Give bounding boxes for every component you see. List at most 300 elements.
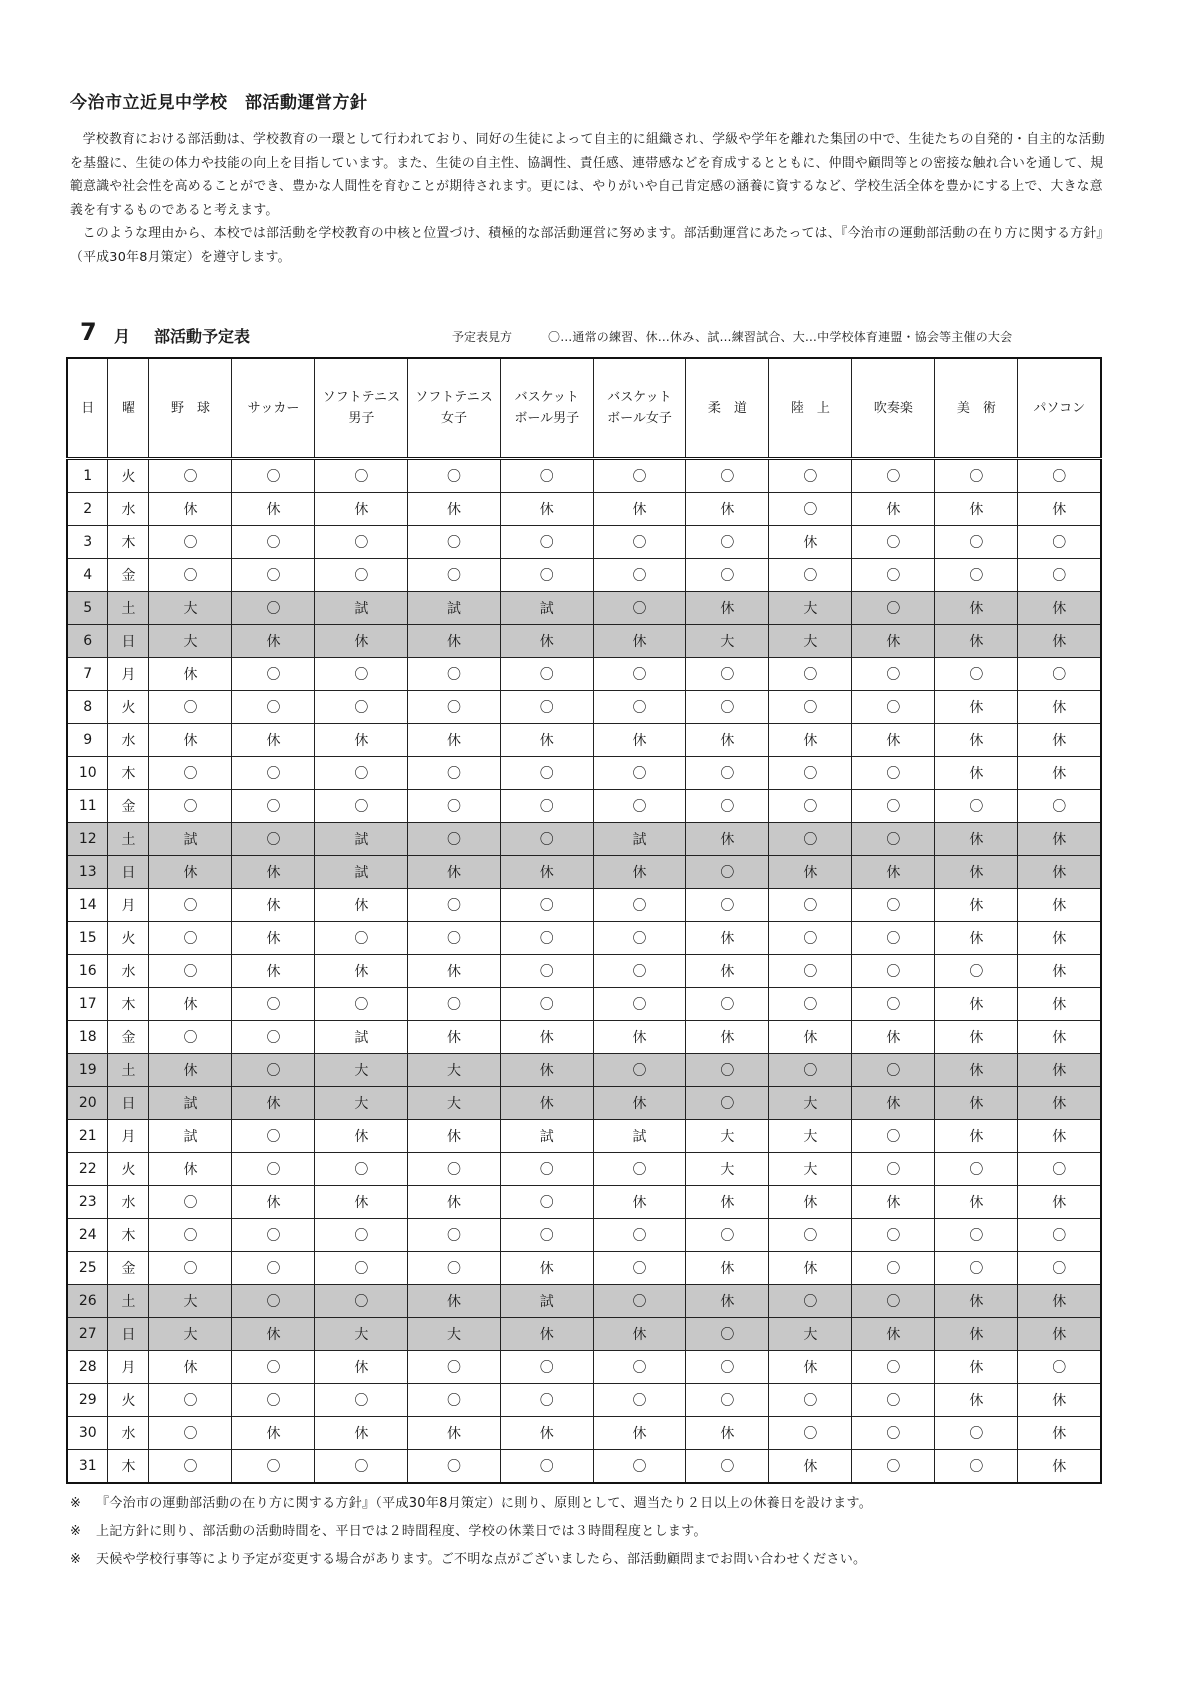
activity-cell: 〇 [593,1219,686,1252]
activity-cell: 〇 [315,922,408,955]
activity-cell: 〇 [1018,459,1101,493]
activity-cell: 休 [852,493,935,526]
activity-cell: 休 [593,724,686,757]
day-cell: 3 [67,526,108,559]
day-cell: 31 [67,1450,108,1484]
table-row [67,1186,1101,1219]
activity-cell: 〇 [593,1054,686,1087]
activity-cell: 試 [593,1120,686,1153]
table-row [67,988,1101,1021]
activity-cell: 〇 [852,1219,935,1252]
activity-cell: 休 [1018,1285,1101,1318]
column-header: パソコン [1018,358,1101,459]
activity-cell: 〇 [852,1285,935,1318]
activity-cell: 〇 [1018,1351,1101,1384]
activity-cell: 休 [593,1318,686,1351]
column-header: 日 [67,358,108,459]
activity-cell: 〇 [593,955,686,988]
activity-cell: 〇 [408,1450,501,1484]
activity-cell: 〇 [769,1417,852,1450]
activity-cell: 試 [149,1087,232,1120]
activity-cell: 〇 [852,823,935,856]
activity-cell: 試 [315,592,408,625]
activity-cell: 〇 [315,526,408,559]
activity-cell: 休 [232,922,315,955]
column-header: バスケット ボール男子 [500,358,593,459]
weekday-cell: 火 [108,691,149,724]
legend-title: 予定表見方 [452,330,513,344]
activity-cell: 休 [1018,889,1101,922]
activity-cell: 〇 [149,1384,232,1417]
weekday-cell: 木 [108,526,149,559]
activity-cell: 〇 [408,1219,501,1252]
weekday-cell: 水 [108,1417,149,1450]
activity-cell: 〇 [769,955,852,988]
activity-cell: 〇 [686,1450,769,1484]
activity-cell: 休 [935,592,1018,625]
activity-cell: 大 [149,625,232,658]
activity-cell: 〇 [593,1384,686,1417]
activity-cell: 休 [769,1252,852,1285]
activity-cell: 〇 [315,1252,408,1285]
weekday-cell: 日 [108,1318,149,1351]
activity-cell: 〇 [149,691,232,724]
activity-cell: 〇 [500,1186,593,1219]
activity-cell: 〇 [232,526,315,559]
activity-cell: 〇 [149,889,232,922]
activity-cell: 〇 [408,658,501,691]
activity-cell: 〇 [408,459,501,493]
activity-cell: 〇 [852,1054,935,1087]
weekday-cell: 水 [108,1186,149,1219]
notes-section [70,1490,1120,1574]
table-row [67,1417,1101,1450]
activity-cell: 〇 [852,592,935,625]
activity-cell: 試 [315,1021,408,1054]
table-row [67,790,1101,823]
activity-cell: 〇 [593,757,686,790]
activity-cell: 〇 [500,1351,593,1384]
activity-cell: 〇 [232,1021,315,1054]
activity-cell: 〇 [935,955,1018,988]
activity-cell: 休 [408,493,501,526]
day-cell: 25 [67,1252,108,1285]
activity-cell: 〇 [315,658,408,691]
activity-cell: 〇 [852,1153,935,1186]
activity-cell: 〇 [769,823,852,856]
activity-cell: 〇 [769,1054,852,1087]
activity-cell: 休 [593,1021,686,1054]
activity-cell: 〇 [149,1219,232,1252]
activity-cell: 〇 [500,459,593,493]
activity-cell: 〇 [686,1384,769,1417]
activity-cell: 大 [149,1318,232,1351]
weekday-cell: 火 [108,922,149,955]
table-row [67,1054,1101,1087]
legend-text: 〇…通常の練習、休…休み、試…練習試合、大…中学校体育連盟・協会等主催の大会 [548,330,1013,344]
activity-cell: 〇 [149,559,232,592]
activity-cell: 休 [593,1417,686,1450]
activity-cell: 〇 [232,1120,315,1153]
activity-cell: 〇 [408,1384,501,1417]
weekday-cell: 日 [108,1087,149,1120]
note-text: 上記方針に則り、部活動の活動時間を、平日では２時間程度、学校の休業日では３時間程度とします。 [96,1524,707,1539]
activity-cell: 休 [1018,724,1101,757]
activity-cell: 〇 [408,922,501,955]
activity-cell: 〇 [315,1450,408,1484]
activity-cell: 休 [686,1186,769,1219]
activity-cell: 休 [935,625,1018,658]
day-cell: 11 [67,790,108,823]
weekday-cell: 月 [108,658,149,691]
activity-cell: 休 [686,724,769,757]
activity-cell: 〇 [408,691,501,724]
weekday-cell: 水 [108,724,149,757]
activity-cell: 休 [1018,1120,1101,1153]
activity-cell: 休 [1018,592,1101,625]
activity-cell: 大 [769,1318,852,1351]
activity-cell: 〇 [1018,658,1101,691]
activity-cell: 〇 [593,1153,686,1186]
activity-cell: 〇 [232,790,315,823]
activity-cell: 休 [1018,823,1101,856]
activity-cell: 〇 [852,922,935,955]
activity-cell: 〇 [500,922,593,955]
activity-cell: 休 [408,724,501,757]
weekday-cell: 月 [108,1351,149,1384]
activity-cell: 〇 [686,658,769,691]
activity-cell: 休 [1018,1384,1101,1417]
activity-cell: 休 [935,691,1018,724]
activity-cell: 〇 [769,1219,852,1252]
activity-cell: 大 [408,1054,501,1087]
activity-cell: 〇 [852,459,935,493]
activity-cell: 〇 [593,889,686,922]
activity-cell: 〇 [149,757,232,790]
table-body [67,459,1101,1484]
column-header: ソフトテニス 男子 [315,358,408,459]
activity-cell: 〇 [935,459,1018,493]
activity-cell: 休 [408,1285,501,1318]
activity-cell: 休 [315,625,408,658]
activity-cell: 〇 [593,658,686,691]
activity-cell: 〇 [315,790,408,823]
activity-cell: 休 [408,1186,501,1219]
activity-cell: 〇 [593,1252,686,1285]
activity-cell: 〇 [232,1450,315,1484]
activity-cell: 休 [232,955,315,988]
activity-cell: 〇 [686,1087,769,1120]
activity-cell: 〇 [1018,790,1101,823]
activity-cell: 〇 [769,459,852,493]
activity-cell: 休 [935,1351,1018,1384]
table-row [67,559,1101,592]
activity-cell: 〇 [593,526,686,559]
activity-cell: 〇 [315,459,408,493]
column-header: バスケット ボール女子 [593,358,686,459]
activity-cell: 〇 [315,1153,408,1186]
table-row [67,757,1101,790]
activity-cell: 休 [769,724,852,757]
activity-cell: 〇 [232,459,315,493]
activity-cell: 大 [686,625,769,658]
activity-cell: 〇 [593,1285,686,1318]
activity-cell: 〇 [408,790,501,823]
activity-cell: 〇 [500,658,593,691]
activity-cell: 休 [1018,1021,1101,1054]
activity-cell: 休 [593,625,686,658]
activity-cell: 〇 [232,592,315,625]
day-cell: 29 [67,1384,108,1417]
activity-cell: 試 [408,592,501,625]
activity-cell: 休 [149,856,232,889]
activity-cell: 〇 [593,1351,686,1384]
activity-cell: 〇 [232,1384,315,1417]
day-cell: 23 [67,1186,108,1219]
activity-cell: 〇 [852,790,935,823]
activity-cell: 〇 [1018,1252,1101,1285]
activity-cell: 休 [500,493,593,526]
activity-cell: 〇 [769,1384,852,1417]
weekday-cell: 月 [108,889,149,922]
column-header: ソフトテニス 女子 [408,358,501,459]
activity-cell: 大 [769,625,852,658]
activity-cell: 休 [500,1252,593,1285]
weekday-cell: 金 [108,790,149,823]
activity-cell: 〇 [408,526,501,559]
activity-cell: 〇 [769,493,852,526]
activity-cell: 〇 [769,691,852,724]
weekday-cell: 火 [108,1384,149,1417]
activity-cell: 休 [1018,988,1101,1021]
day-cell: 22 [67,1153,108,1186]
activity-cell: 試 [315,856,408,889]
activity-cell: 〇 [500,889,593,922]
activity-cell: 〇 [315,988,408,1021]
activity-cell: 〇 [408,988,501,1021]
activity-cell: 試 [315,823,408,856]
note-item [70,1490,1120,1518]
activity-cell: 休 [408,1021,501,1054]
activity-cell: 〇 [149,459,232,493]
activity-cell: 〇 [686,559,769,592]
activity-cell: 〇 [935,526,1018,559]
activity-cell: 〇 [769,889,852,922]
activity-cell: 〇 [149,1021,232,1054]
activity-cell: 休 [1018,1054,1101,1087]
activity-cell: 〇 [852,1252,935,1285]
activity-cell: 〇 [232,691,315,724]
table-row [67,658,1101,691]
activity-cell: 大 [769,592,852,625]
day-cell: 6 [67,625,108,658]
activity-cell: 〇 [593,922,686,955]
activity-cell: 休 [852,1186,935,1219]
table-row [67,1351,1101,1384]
table-row [67,856,1101,889]
activity-cell: 〇 [593,592,686,625]
note-mark: ※ [70,1524,81,1539]
day-cell: 19 [67,1054,108,1087]
activity-cell: 休 [232,856,315,889]
activity-cell: 休 [315,1417,408,1450]
activity-cell: 休 [500,625,593,658]
activity-cell: 休 [935,493,1018,526]
activity-cell: 大 [769,1153,852,1186]
activity-cell: 大 [149,1285,232,1318]
activity-cell: 〇 [852,1120,935,1153]
activity-cell: 大 [149,592,232,625]
day-cell: 26 [67,1285,108,1318]
activity-cell: 大 [408,1318,501,1351]
month-label: 月 [114,327,131,346]
activity-cell: 〇 [315,757,408,790]
weekday-cell: 金 [108,1252,149,1285]
activity-cell: 〇 [769,988,852,1021]
activity-cell: 休 [232,724,315,757]
activity-cell: 休 [852,1318,935,1351]
table-row [67,625,1101,658]
table-row [67,1252,1101,1285]
activity-cell: 試 [149,1120,232,1153]
table-row [67,526,1101,559]
activity-cell: 〇 [232,988,315,1021]
table-row [67,922,1101,955]
activity-cell: 〇 [593,559,686,592]
day-cell: 27 [67,1318,108,1351]
activity-cell: 休 [1018,1450,1101,1484]
weekday-cell: 土 [108,1054,149,1087]
activity-cell: 大 [769,1120,852,1153]
activity-cell: 〇 [232,1153,315,1186]
activity-cell: 〇 [686,856,769,889]
column-header: 陸 上 [769,358,852,459]
activity-cell: 休 [852,1021,935,1054]
activity-cell: 休 [500,856,593,889]
day-cell: 5 [67,592,108,625]
activity-cell: 〇 [232,559,315,592]
day-cell: 21 [67,1120,108,1153]
activity-cell: 試 [500,592,593,625]
activity-cell: 休 [232,1186,315,1219]
activity-cell: 〇 [593,459,686,493]
weekday-cell: 土 [108,1285,149,1318]
activity-cell: 休 [408,625,501,658]
table-row [67,1285,1101,1318]
day-cell: 1 [67,459,108,493]
activity-cell: 休 [593,1186,686,1219]
activity-cell: 休 [769,1021,852,1054]
activity-cell: 〇 [686,1318,769,1351]
table-row [67,1219,1101,1252]
activity-cell: 〇 [686,1054,769,1087]
activity-cell: 〇 [232,757,315,790]
activity-cell: 〇 [149,790,232,823]
activity-cell: 休 [593,1087,686,1120]
activity-cell: 休 [149,724,232,757]
activity-cell: 休 [1018,493,1101,526]
activity-cell: 〇 [408,757,501,790]
activity-cell: 休 [232,1087,315,1120]
activity-cell: 〇 [852,526,935,559]
column-header: 野 球 [149,358,232,459]
activity-cell: 〇 [315,1219,408,1252]
activity-cell: 〇 [852,1450,935,1484]
activity-cell: 休 [149,988,232,1021]
table-row [67,889,1101,922]
activity-cell: 〇 [769,757,852,790]
activity-cell: 休 [935,856,1018,889]
table-row [67,1384,1101,1417]
note-mark: ※ [70,1496,81,1511]
note-item [70,1546,1120,1574]
activity-cell: 大 [408,1087,501,1120]
table-row [67,691,1101,724]
column-header: 柔 道 [686,358,769,459]
activity-cell: 〇 [686,790,769,823]
weekday-cell: 水 [108,493,149,526]
table-row [67,1120,1101,1153]
weekday-cell: 金 [108,559,149,592]
activity-cell: 〇 [232,1054,315,1087]
activity-cell: 休 [935,724,1018,757]
activity-cell: 休 [149,658,232,691]
activity-cell: 〇 [500,691,593,724]
activity-cell: 〇 [500,526,593,559]
table-header-row [67,358,1101,459]
activity-cell: 休 [408,1417,501,1450]
note-text: 『今治市の運動部活動の在り方に関する方針』（平成30年8月策定）に則り、原則として、週当たり２日以上の休養日を設けます。 [96,1496,873,1511]
activity-cell: 〇 [852,691,935,724]
activity-cell: 休 [149,1153,232,1186]
activity-cell: 休 [500,1087,593,1120]
activity-cell: 〇 [852,955,935,988]
activity-cell: 〇 [686,459,769,493]
activity-cell: 〇 [686,757,769,790]
activity-cell: 休 [935,757,1018,790]
activity-cell: 休 [686,1252,769,1285]
activity-cell: 休 [315,1120,408,1153]
weekday-cell: 火 [108,1153,149,1186]
weekday-cell: 木 [108,1450,149,1484]
activity-cell: 休 [500,1054,593,1087]
day-cell: 28 [67,1351,108,1384]
activity-cell: 休 [232,1318,315,1351]
activity-cell: 〇 [232,1252,315,1285]
activity-cell: 〇 [500,988,593,1021]
activity-cell: 〇 [935,1252,1018,1285]
column-header: 吹奏楽 [852,358,935,459]
activity-cell: 試 [149,823,232,856]
activity-cell: 〇 [686,988,769,1021]
activity-cell: 休 [852,856,935,889]
intro-paragraph-1: 学校教育における部活動は、学校教育の一環として行われており、同好の生徒によって自主的に組織され、学級や学年を離れた集団の中で、生徒たちの自発的・自主的な活動を基盤に、生徒の体力や技能の向上を目指しています。また、生徒の自主性、協調性、責任感、連帯感などを育成するとともに、仲間や顧問等との密接な触れ合いを通して、規範意識や社会性を高めることができ、豊かな人間性を育むことが期待されます。更には、やりがいや自己肯定感の涵養に資するなど、学校生活全体を豊かにする上で、大きな意義を有するものであると考えます。 [70,132,1105,218]
activity-cell: 休 [232,1417,315,1450]
table-row [67,493,1101,526]
activity-cell: 〇 [232,1285,315,1318]
table-row [67,955,1101,988]
activity-cell: 休 [935,1285,1018,1318]
activity-cell: 〇 [500,1219,593,1252]
activity-cell: 〇 [935,1450,1018,1484]
activity-cell: 〇 [852,1351,935,1384]
activity-cell: 休 [769,1186,852,1219]
activity-cell: 休 [1018,1417,1101,1450]
activity-cell: 〇 [1018,1219,1101,1252]
activity-cell: 〇 [686,889,769,922]
activity-cell: 休 [315,1186,408,1219]
weekday-cell: 木 [108,988,149,1021]
